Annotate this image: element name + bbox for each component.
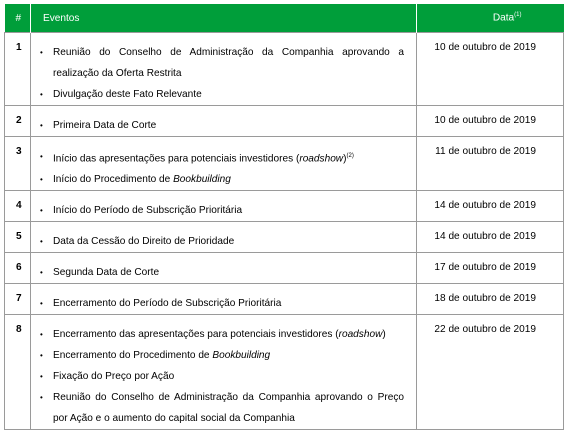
event-item [40,324,404,345]
event-text: Data da Cessão do Direito de Prioridade [53,236,235,248]
table-row [5,33,564,106]
header-date-label: Data [492,12,515,24]
event-list [40,262,404,283]
header-date-footnote: (1) [514,12,522,19]
row-date: 10 de outubro de 2019 [417,106,564,137]
table-body [5,33,564,430]
row-events [31,315,417,430]
event-list [40,200,404,221]
event-text: Encerramento do Procedimento de [53,350,213,362]
event-item [40,366,404,387]
row-events [31,284,417,315]
row-number: 2 [5,106,31,137]
event-item [40,387,404,429]
table-row [5,106,564,137]
event-text: Primeira Data de Corte [53,120,157,131]
row-events [31,191,417,222]
row-number: 3 [5,137,31,191]
table-row [5,315,564,430]
event-item [40,42,404,84]
event-list [40,324,404,429]
schedule-table [4,4,564,430]
event-list [40,231,404,252]
event-text-italic: Bookbuilding [173,174,231,186]
event-item [40,345,404,366]
table-row [5,222,564,253]
row-events [31,33,417,106]
event-list [40,115,404,136]
event-item [40,293,404,314]
row-date: 18 de outubro de 2019 [417,284,564,315]
event-text: Reunião do Conselho de Administração da Companhia aprovando o Preço por Ação e o aumento do capital social da Companhia [53,392,404,425]
row-events [31,137,417,191]
row-events [31,106,417,137]
footnote-marker: (2) [346,153,354,159]
event-text: Início do Procedimento de [53,174,174,186]
event-text: Encerramento das apresentações para potenciais investidores ( [53,329,339,341]
event-text: ) [382,329,386,341]
event-text: ) [343,153,347,165]
header-date [417,4,564,33]
event-text: Encerramento do Período de Subscrição Prioritária [53,298,282,310]
event-item [40,169,404,190]
event-text: Início do Período de Subscrição Prioritária [53,205,243,217]
event-text-italic: roadshow [299,153,344,165]
event-text: Fixação do Preço por Ação [53,371,175,383]
row-date: 22 de outubro de 2019 [417,315,564,430]
table-row [5,137,564,191]
event-list [40,42,404,105]
event-item [40,262,404,283]
event-item [40,231,404,252]
row-number: 6 [5,253,31,284]
row-date: 17 de outubro de 2019 [417,253,564,284]
event-item [40,84,404,105]
row-number: 5 [5,222,31,253]
row-events [31,253,417,284]
row-number: 8 [5,315,31,430]
row-number: 1 [5,33,31,106]
event-text: Início das apresentações para potenciais investidores ( [53,153,300,165]
row-date: 11 de outubro de 2019 [417,137,564,191]
table-row [5,284,564,315]
event-text-italic: Bookbuilding [212,350,271,362]
event-text: Divulgação deste Fato Relevante [53,89,202,100]
row-number: 4 [5,191,31,222]
row-date: 14 de outubro de 2019 [417,222,564,253]
event-item [40,200,404,221]
row-date: 10 de outubro de 2019 [417,33,564,106]
table-row [5,191,564,222]
row-date: 14 de outubro de 2019 [417,191,564,222]
event-text: Segunda Data de Corte [53,267,160,279]
table-row [5,253,564,284]
event-item [40,115,404,136]
header-events: Eventos [31,4,417,33]
row-events [31,222,417,253]
event-list [40,146,404,190]
header-number: # [5,4,31,33]
schedule-table-wrapper [4,4,563,430]
event-text-italic: roadshow [338,329,383,341]
event-list [40,293,404,314]
header-row [5,4,564,33]
event-text: Reunião do Conselho de Administração da Companhia aprovando a realização da Oferta Restrita [53,47,404,79]
event-item [40,146,404,169]
row-number: 7 [5,284,31,315]
